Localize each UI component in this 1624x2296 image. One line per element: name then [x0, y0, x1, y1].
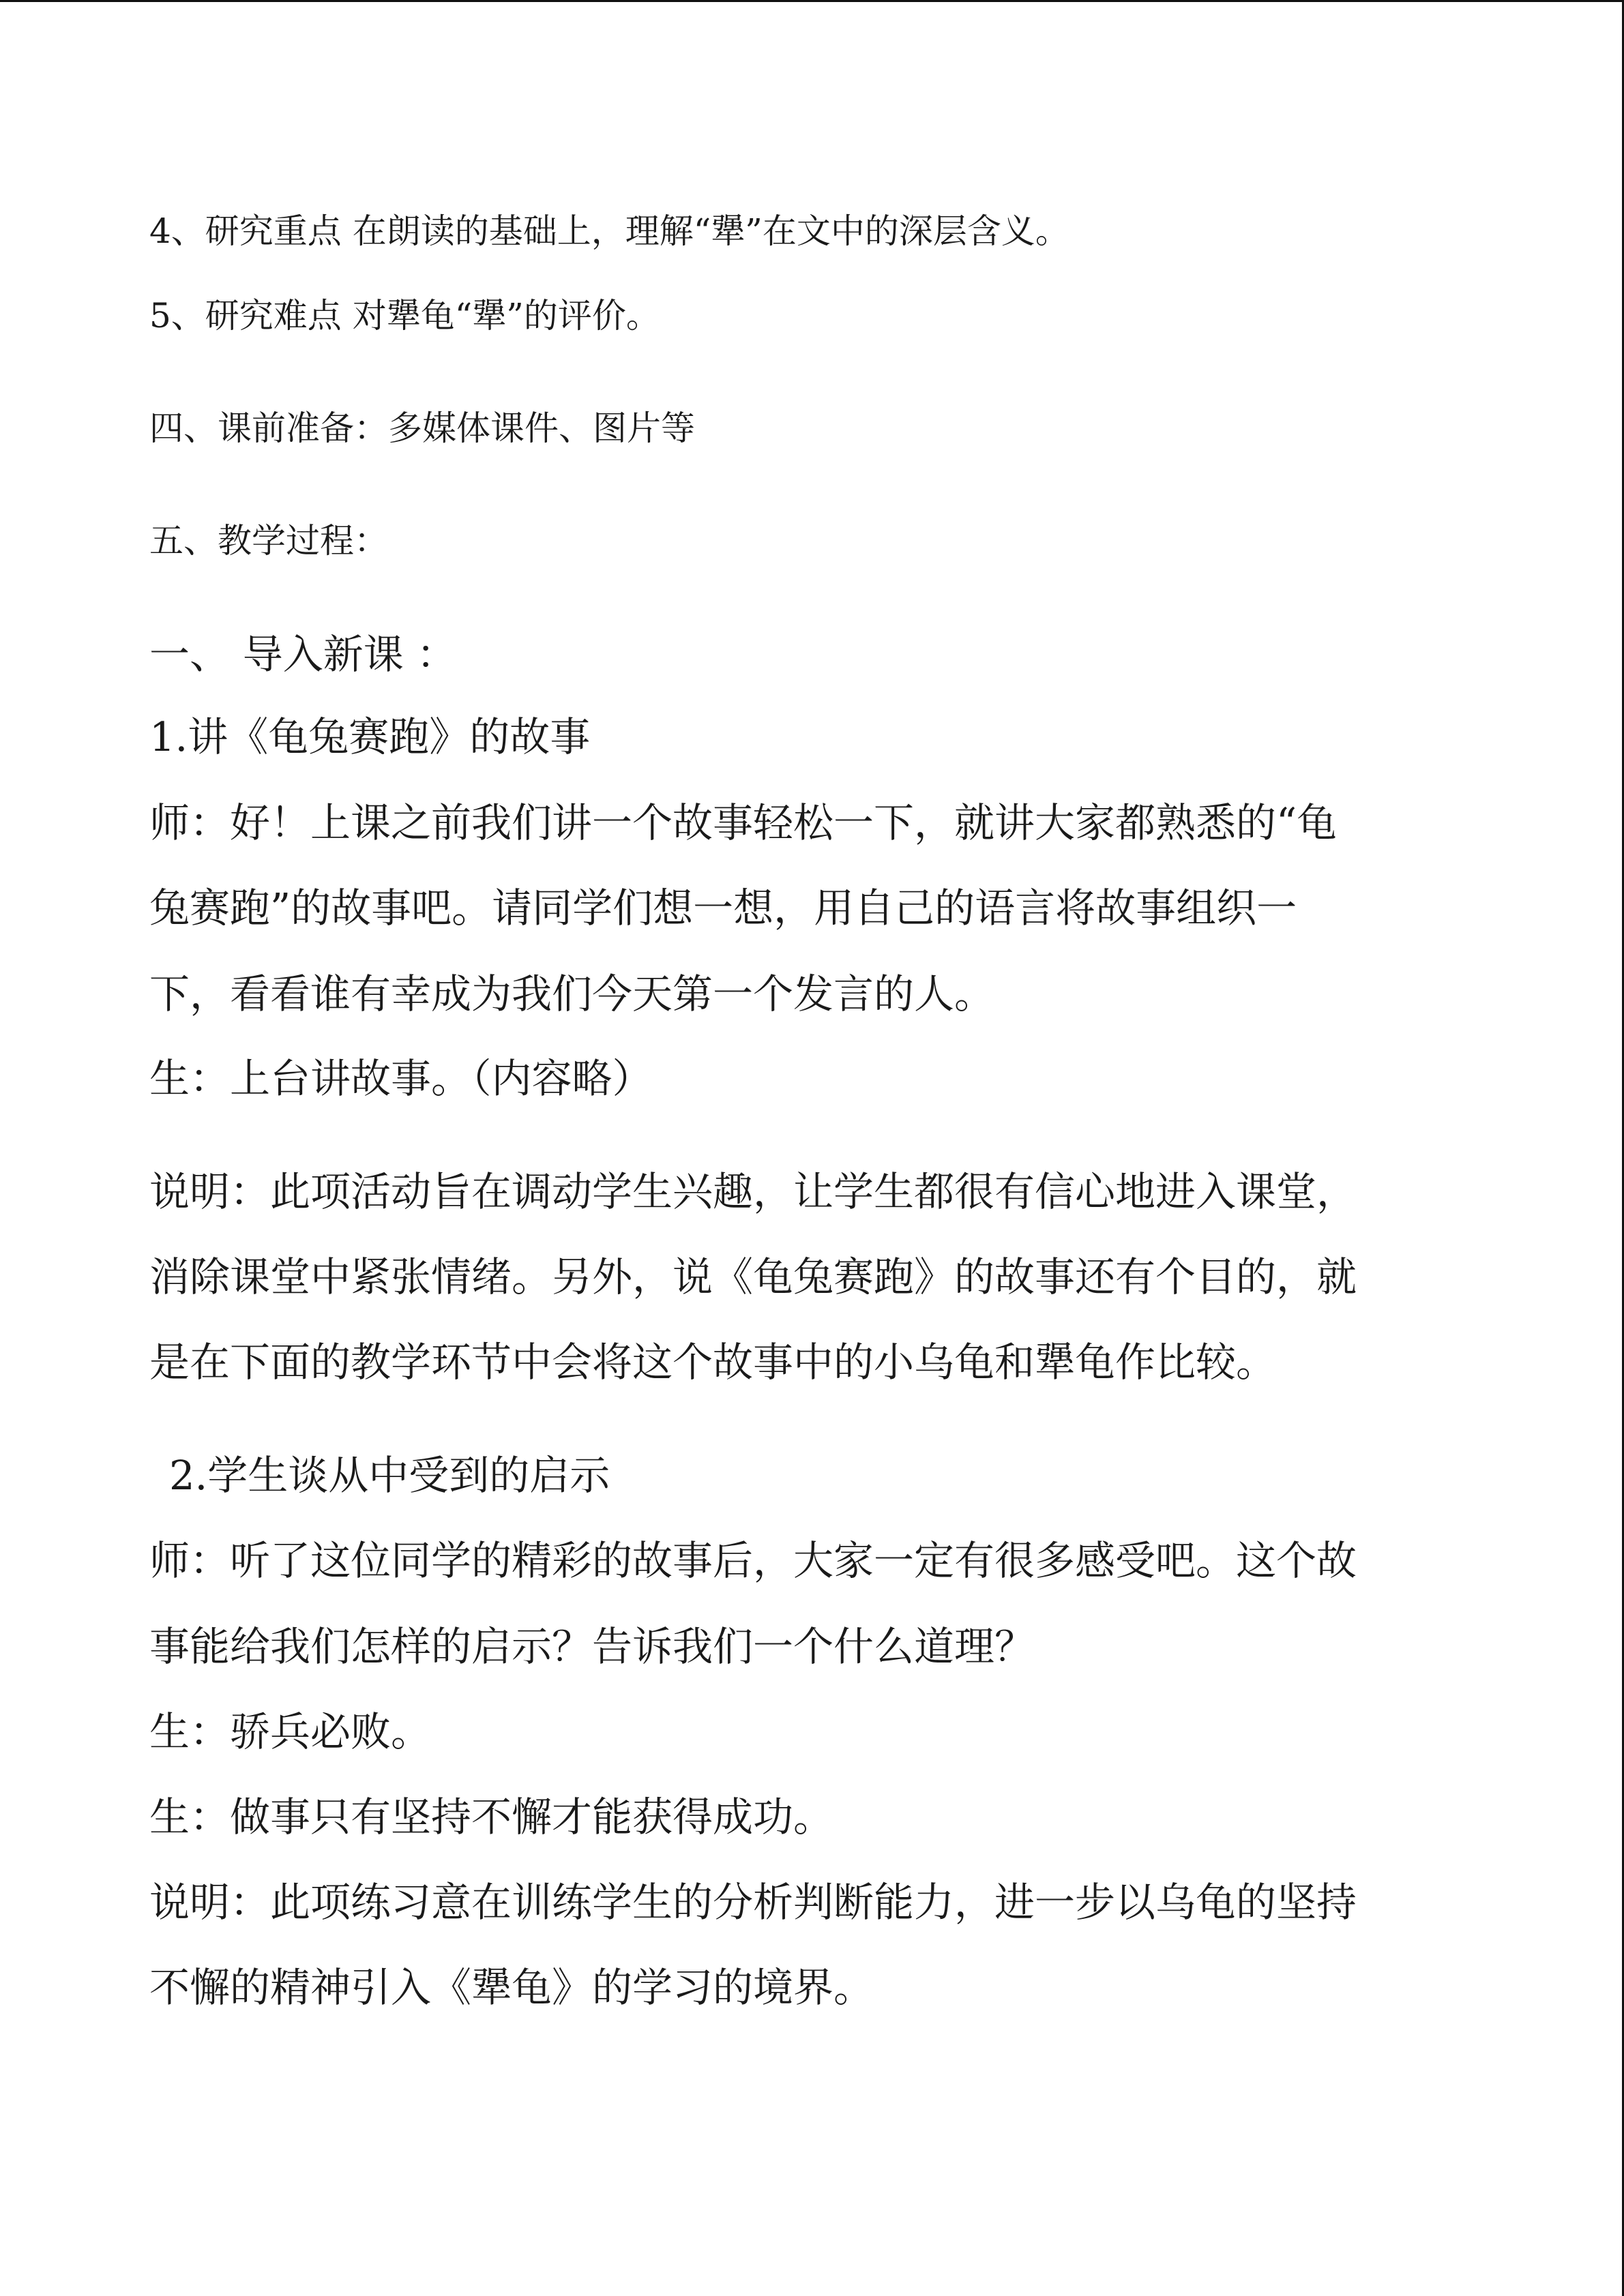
teacher-paragraph-line-1: 师：好！上课之前我们讲一个故事轻松一下，就讲大家都熟悉的“龟	[149, 799, 1338, 846]
preparation-heading: 四、课前准备：多媒体课件、图片等	[149, 408, 695, 448]
student-answer-1: 生：骄兵必败。	[149, 1708, 432, 1755]
teacher-question-line-1: 师：听了这位同学的精彩的故事后，大家一定有很多感受吧。这个故	[149, 1537, 1357, 1584]
explanation-paragraph-line-2: 消除课堂中紧张情绪。另外，说《龟兔赛跑》的故事还有个目的，就	[149, 1253, 1357, 1300]
explanation-paragraph-line-3: 是在下面的教学环节中会将这个故事中的小乌龟和犟龟作比较。	[149, 1339, 1277, 1386]
introduction-heading: 一、 导入新课 ：	[149, 631, 457, 678]
story-subheading: 1.讲《龟兔赛跑》的故事	[149, 713, 591, 760]
teacher-question-line-2: 事能给我们怎样的启示？告诉我们一个什么道理？	[149, 1623, 1035, 1670]
teacher-paragraph-line-3: 下，看看谁有幸成为我们今天第一个发言的人。	[149, 970, 995, 1017]
inspiration-subheading: 2.学生谈从中受到的启示	[169, 1452, 610, 1499]
research-difficulty-line: 5、研究难点 对犟龟“犟”的评价。	[149, 296, 660, 336]
teacher-paragraph-line-2: 兔赛跑”的故事吧。请同学们想一想，用自己的语言将故事组织一	[149, 884, 1297, 931]
student-answer-2: 生：做事只有坚持不懈才能获得成功。	[149, 1793, 834, 1840]
research-focus-line: 4、研究重点 在朗读的基础上，理解“犟”在文中的深层含义。	[149, 211, 1069, 251]
practice-explanation-line-2: 不懈的精神引入《犟龟》的学习的境界。	[149, 1964, 874, 2011]
page-border-top	[0, 0, 1624, 2]
practice-explanation-line-1: 说明：此项练习意在训练学生的分析判断能力，进一步以乌龟的坚持	[149, 1879, 1357, 1926]
student-line: 生：上台讲故事。（内容略）	[149, 1055, 653, 1102]
explanation-paragraph-line-1: 说明：此项活动旨在调动学生兴趣，让学生都很有信心地进入课堂，	[149, 1168, 1357, 1215]
teaching-process-heading: 五、教学过程：	[149, 521, 388, 561]
